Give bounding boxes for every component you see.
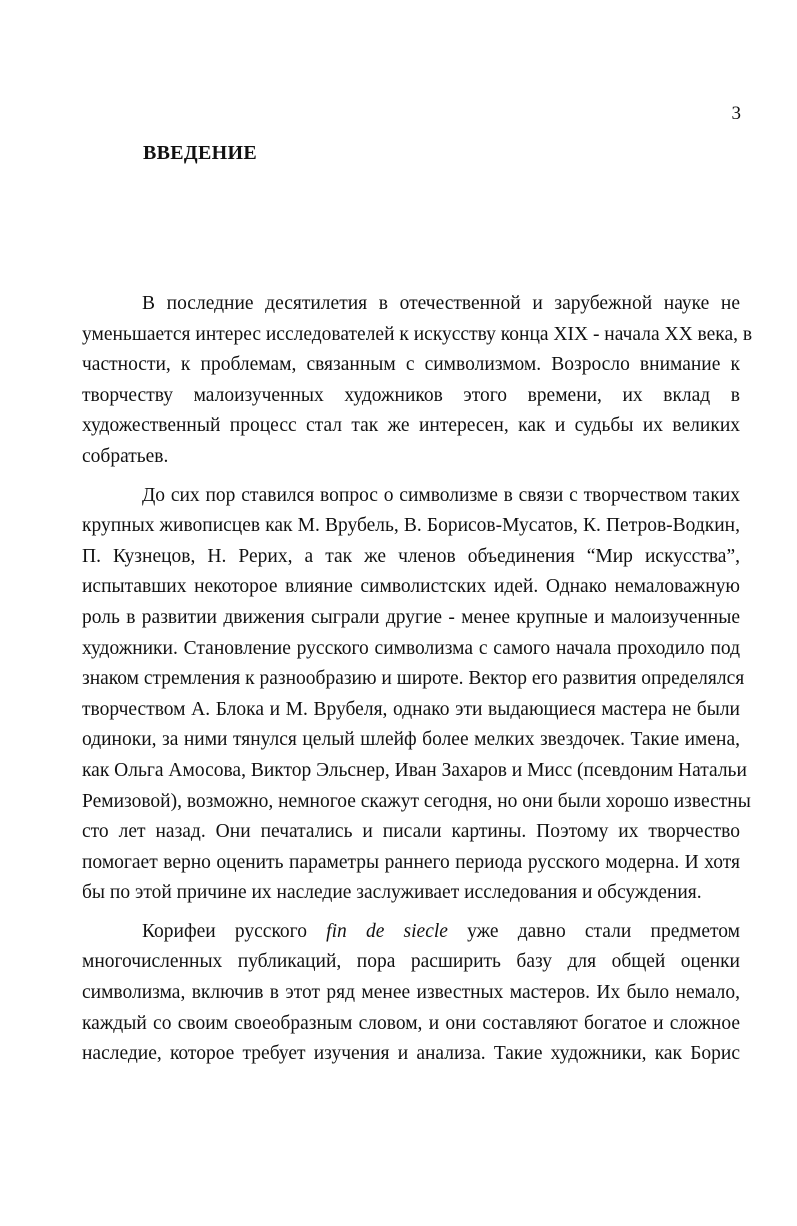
paragraph-1 — [82, 289, 753, 473]
text-line: сто лет назад. Они печатались и писали картины. Поэтому их творчество — [82, 821, 740, 843]
text-line: художники. Становление русского символизма с самого начала проходило под — [82, 637, 740, 659]
text-line: творчеством А. Блока и М. Врубеля, однако эти выдающиеся мастера не были — [82, 698, 740, 720]
text-line: крупных живописцев как М. Врубель, В. Борисов-Мусатов, К. Петров-Водкин, — [82, 515, 740, 537]
paragraph-2 — [82, 481, 751, 909]
text-line: испытавших некоторое влияние символистских идей. Однако немаловажную — [82, 576, 740, 598]
paragraph-3 — [82, 917, 740, 1070]
text-line: Ремизовой), возможно, немногое скажут сегодня, но они были хорошо известны — [82, 790, 751, 812]
text-line: собратьев. — [82, 445, 169, 467]
text-line-with-italic — [82, 917, 740, 948]
text-line: В последние десятилетия в отечественной и зарубежной науке не — [142, 293, 740, 314]
page-number: 3 — [731, 103, 741, 124]
text-line: До сих пор ставился вопрос о символизме в связи с творчеством таких — [142, 484, 740, 506]
text-line: бы по этой причине их наследие заслуживает исследования и обсуждения. — [82, 882, 702, 904]
text-line: роль в развитии движения сыграли другие - менее крупные и малоизученные — [82, 606, 740, 628]
text-line: каждый со своим своеобразным словом, и они составляют богатое и сложное — [82, 1012, 740, 1034]
text-line: многочисленных публикаций, пора расширить базу для общей оценки — [82, 951, 740, 973]
section-heading: ВВЕДЕНИЕ — [143, 142, 257, 164]
text-run: уже давно стали предметом — [447, 920, 740, 942]
text-line: как Ольга Амосова, Виктор Эльснер, Иван Захаров и Мисс (псевдоним Натальи — [82, 759, 747, 781]
text-line: частности, к проблемам, связанным с символизмом. Возросло внимание к — [82, 354, 740, 376]
text-line: одиноки, за ними тянулся целый шлейф более мелких звездочек. Такие имена, — [82, 729, 740, 751]
text-line: уменьшается интерес исследователей к искусству конца XIX - начала XX века, в — [82, 323, 753, 345]
text-run: Корифеи русского — [142, 920, 327, 942]
text-line: помогает верно оценить параметры раннего периода русского модерна. И хотя — [82, 851, 740, 873]
text-line: знаком стремления к разнообразию и широте. Вектор его развития определялся — [82, 668, 745, 690]
body-text — [82, 289, 753, 1078]
italic-phrase: fin de siecle — [326, 920, 448, 942]
text-line: творчеству малоизученных художников этого времени, их вклад в — [82, 384, 740, 406]
text-line: П. Кузнецов, Н. Рерих, а так же членов объединения “Мир искусства”, — [82, 545, 740, 567]
text-line: символизма, включив в этот ряд менее известных мастеров. Их было немало, — [82, 982, 740, 1004]
text-line: художественный процесс стал так же интересен, как и судьбы их великих — [82, 415, 740, 437]
text-line: наследие, которое требует изучения и анализа. Такие художники, как Борис — [82, 1043, 740, 1065]
